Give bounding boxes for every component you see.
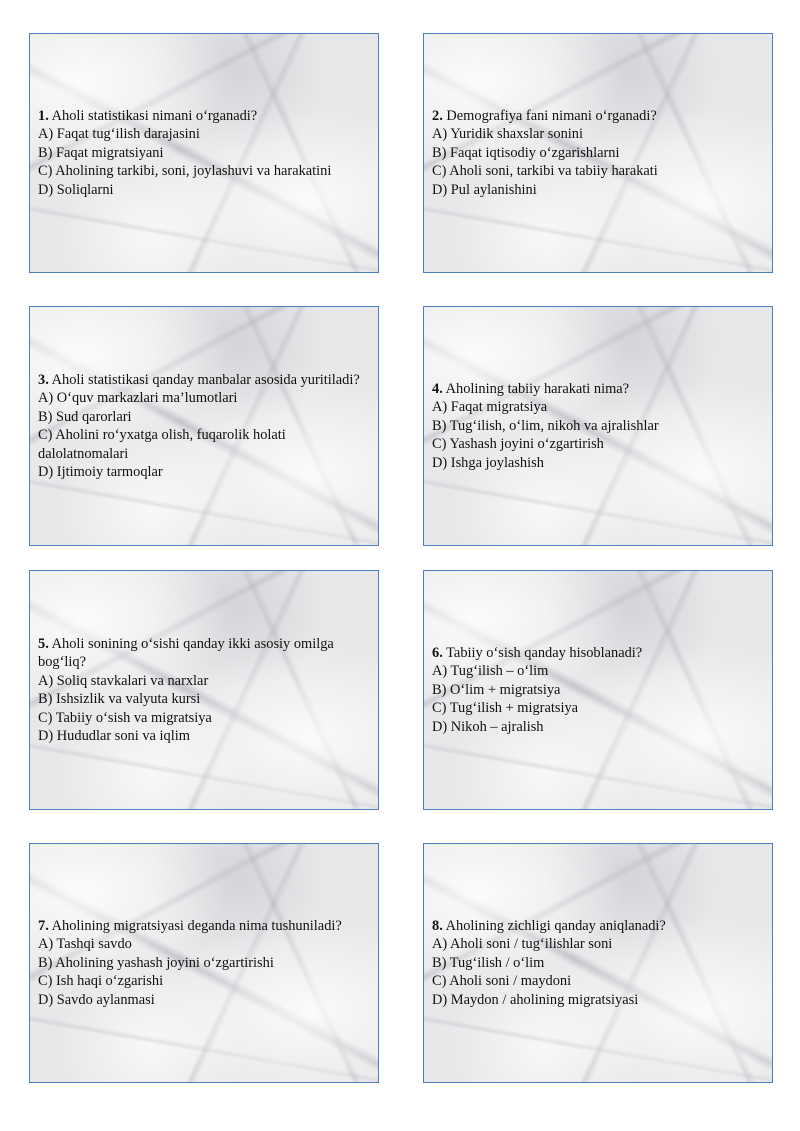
option-c: C) Aholi soni / maydoni [432, 973, 572, 990]
option-a: A) Tashqi savdo [38, 936, 132, 953]
option-d: D) Savdo aylanmasi [38, 991, 155, 1008]
question-card-2 [423, 33, 773, 273]
option-a: A) Yuridik shaxslar sonini [432, 126, 583, 143]
question-number: 1. [38, 107, 49, 124]
question-number: 7. [38, 917, 49, 934]
question-text [432, 644, 766, 663]
question-label: Aholining tabiiy harakati nima? [445, 380, 630, 397]
option-b: B) Tug‘ilish / o‘lim [432, 954, 545, 971]
option-d: D) Maydon / aholining migratsiyasi [432, 991, 639, 1008]
option-d: D) Hududlar soni va iqlim [38, 728, 190, 744]
question-text [38, 917, 372, 936]
question-card-5 [29, 570, 379, 810]
option-a: A) Soliq stavkalari va narxlar [38, 672, 209, 689]
option-b: B) Faqat migratsiyani [38, 144, 164, 161]
option-b: B) O‘lim + migratsiya [432, 681, 561, 698]
option-d: D) Nikoh – ajralish [432, 718, 544, 735]
question-text [38, 635, 372, 672]
option-c: C) Aholini ro‘yxatga olish, fuqarolik holati dalolatnomalari [38, 427, 286, 462]
question-label: Aholining zichligi qanday aniqlanadi? [445, 917, 666, 934]
question-text [432, 380, 766, 399]
question-card-8 [423, 843, 773, 1083]
option-b: B) Aholining yashash joyini o‘zgartirishi [38, 954, 274, 971]
option-b: B) Ishsizlik va valyuta kursi [38, 691, 201, 707]
question-text [38, 107, 372, 126]
option-d: D) Ijtimoiy tarmoqlar [38, 464, 163, 480]
option-d: D) Ishga joylashish [432, 454, 544, 471]
question-card-7 [29, 843, 379, 1083]
option-a: A) Faqat migratsiya [432, 399, 548, 416]
option-a: A) Tug‘ilish – o‘lim [432, 663, 549, 680]
question-card-3 [29, 306, 379, 546]
option-c: C) Tug‘ilish + migratsiya [432, 700, 579, 717]
option-a: A) Aholi soni / tug‘ilishlar soni [432, 936, 613, 953]
option-b: B) Sud qarorlari [38, 408, 132, 425]
question-label: Aholi statistikasi nimani o‘rganadi? [51, 107, 258, 124]
question-number: 4. [432, 380, 443, 397]
question-text [432, 917, 766, 936]
question-card-6 [423, 570, 773, 810]
option-c: C) Ish haqi o‘zgarishi [38, 973, 164, 990]
option-d: D) Pul aylanishini [432, 181, 537, 198]
option-a: A) O‘quv markazlari ma’lumotlari [38, 390, 238, 406]
option-c: C) Yashash joyini o‘zgartirish [432, 436, 604, 453]
question-number: 2. [432, 107, 443, 124]
question-label: Demografiya fani nimani o‘rganadi? [446, 107, 657, 124]
question-label: Aholi sonining o‘sishi qanday ikki asosiy omilga bog‘liq? [38, 635, 334, 670]
option-c: C) Aholi soni, tarkibi va tabiiy harakati [432, 163, 658, 180]
question-label: Tabiiy o‘sish qanday hisoblanadi? [446, 644, 643, 661]
option-c: C) Aholining tarkibi, soni, joylashuvi va harakatini [38, 163, 332, 180]
question-text [38, 371, 372, 390]
question-number: 8. [432, 917, 443, 934]
option-d: D) Soliqlarni [38, 181, 114, 198]
question-label: Aholining migratsiyasi deganda nima tushuniladi? [51, 917, 342, 934]
question-card-4 [423, 306, 773, 546]
question-number: 3. [38, 371, 49, 388]
option-b: B) Faqat iqtisodiy o‘zgarishlarni [432, 144, 620, 161]
option-b: B) Tug‘ilish, o‘lim, nikoh va ajralishlar [432, 417, 659, 434]
option-c: C) Tabiiy o‘sish va migratsiya [38, 709, 212, 726]
question-card-1 [29, 33, 379, 273]
question-number: 6. [432, 644, 443, 661]
question-label: Aholi statistikasi qanday manbalar asosida yuritiladi? [51, 371, 360, 388]
option-a: A) Faqat tug‘ilish darajasini [38, 126, 200, 143]
question-number: 5. [38, 635, 49, 652]
question-text [432, 107, 766, 126]
